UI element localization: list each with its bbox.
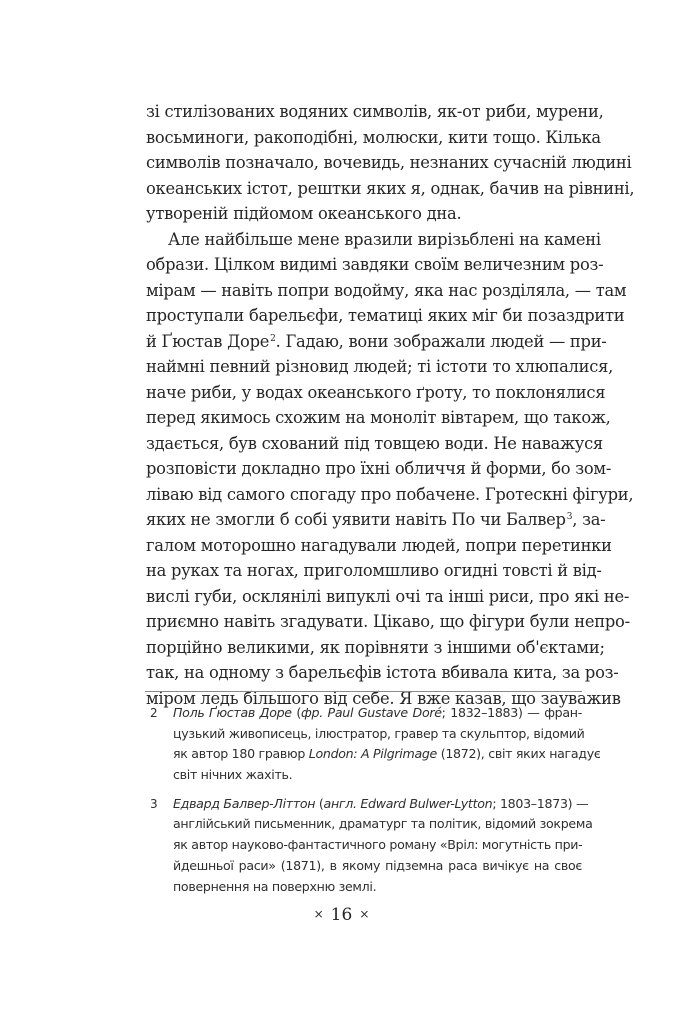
text-line: вислі губи, осклянілі випуклі очі та інші риси, про які не- <box>146 586 630 606</box>
text-segment: (1872), світ яких нагадує <box>437 746 601 762</box>
footnote-number: 2 <box>150 706 158 720</box>
ornament-icon: × <box>313 907 324 921</box>
text-line: приємно навіть згадувати. Цікаво, що фігури були непро- <box>146 612 630 631</box>
text-line: на руках та ногах, приголомшливо огидні товсті й від- <box>146 561 602 580</box>
text-line: здається, був схований під товщею води. Не наважуся <box>146 433 603 453</box>
text-segment: ; 1832–1883) — фран- <box>441 705 582 720</box>
footnote-original-name: англ. Edward Bulwer-Lytton <box>323 795 493 811</box>
footnote-line: йдешньої раси» (1871), в якому підземна раса вичікує на своє <box>173 857 582 873</box>
text-segment: , за- <box>572 510 606 529</box>
footnote-line: світ нічних жахіть. <box>173 767 293 783</box>
text-line: образи. Цілком видимі завдяки своїм величезним роз- <box>146 255 604 274</box>
text-line: проступали барельєфи, тематиці яких міг би позаздрити <box>146 306 625 325</box>
text-line: ліваю від самого спогаду про побачене. Гротескні фігури, <box>146 484 634 504</box>
footnote-divider <box>145 691 582 692</box>
text-segment: як автор 180 гравюр <box>173 746 309 762</box>
paragraph-start-line: Але найбільше мене вразили вирізьблені на камені <box>168 229 601 249</box>
text-line: восьминоги, ракоподібні, молюски, кити тощо. Кілька <box>146 127 601 147</box>
text-segment: . Гадаю, вони зображали людей — при- <box>275 331 607 351</box>
text-line: розповісти докладно про їхні обличчя й форми, бо зом- <box>146 459 612 478</box>
footnote-line <box>173 794 589 815</box>
text-segment: яких не змогли б собі уявити навіть По чи Балвер <box>146 510 566 529</box>
text-line: наче риби, у водах океанського ґроту, то поклонялися <box>146 382 606 402</box>
text-line: міром ледь більшого від себе. Я вже казав, що зауважив <box>146 688 621 708</box>
text-line: зі стилізованих водяних символів, як-от риби, мурени, <box>146 102 604 121</box>
footnote-line: як автор науково-фантастичного роману «Вріл: могутність при- <box>173 837 583 853</box>
work-title: London: A Pilgrimage <box>308 746 438 762</box>
text-line: наймні певний різновид людей; ті істоти то хлюпалися, <box>146 357 614 376</box>
body-text <box>146 99 635 711</box>
footnote-line <box>173 744 601 765</box>
text-line: мірам — навіть попри водойму, яка нас розділяла, — там <box>146 280 627 300</box>
text-line: порційно великими, як порівняти з іншими об'єктами; <box>146 637 605 657</box>
footnote-name: Едвард Балвер-Літтон <box>173 795 316 811</box>
footnote-line: цузький живописець, ілюстратор, гравер та скульптор, відомий <box>173 725 585 741</box>
text-line: океанських істот, рештки яких я, однак, бачив на рівнині, <box>146 178 635 198</box>
page-number-value: 16 <box>330 905 353 925</box>
page-number <box>0 905 683 925</box>
text-line: так, на одному з барельєфів істота вбивала кита, за роз- <box>146 663 619 682</box>
text-line <box>146 329 607 355</box>
text-line: перед якимось схожим на моноліт вівтарем, що також, <box>146 408 611 427</box>
text-segment: ; 1803–1873) — <box>492 795 589 811</box>
footnote-original-name: фр. Paul Gustave Doré <box>301 705 442 720</box>
footnote-name: Поль Ґюстав Доре <box>173 705 292 720</box>
footnote-line: англійський письменник, драматург та політик, відомий зокрема <box>173 816 593 832</box>
footnote-2 <box>146 703 601 786</box>
ornament-icon: × <box>359 907 370 921</box>
text-line: галом моторошно нагадували людей, попри перетинки <box>146 535 612 555</box>
footnote-ref-3[interactable]: 3 <box>566 512 573 522</box>
footnote-line <box>173 703 582 724</box>
text-segment: й Ґюстав Доре <box>146 331 270 351</box>
footnote-number: 3 <box>150 796 158 811</box>
footnote-ref-2[interactable]: 2 <box>270 333 276 344</box>
text-line: символів позначало, вочевидь, незнаних сучасній людині <box>146 153 632 172</box>
text-line: утвореній підйомом океанського дна. <box>146 204 462 223</box>
footnote-3 <box>146 794 593 897</box>
text-segment: ( <box>315 795 324 811</box>
footnotes <box>146 703 601 905</box>
text-line <box>146 507 606 533</box>
text-segment: ( <box>291 705 302 720</box>
footnote-line: повернення на поверхню землі. <box>173 878 377 894</box>
